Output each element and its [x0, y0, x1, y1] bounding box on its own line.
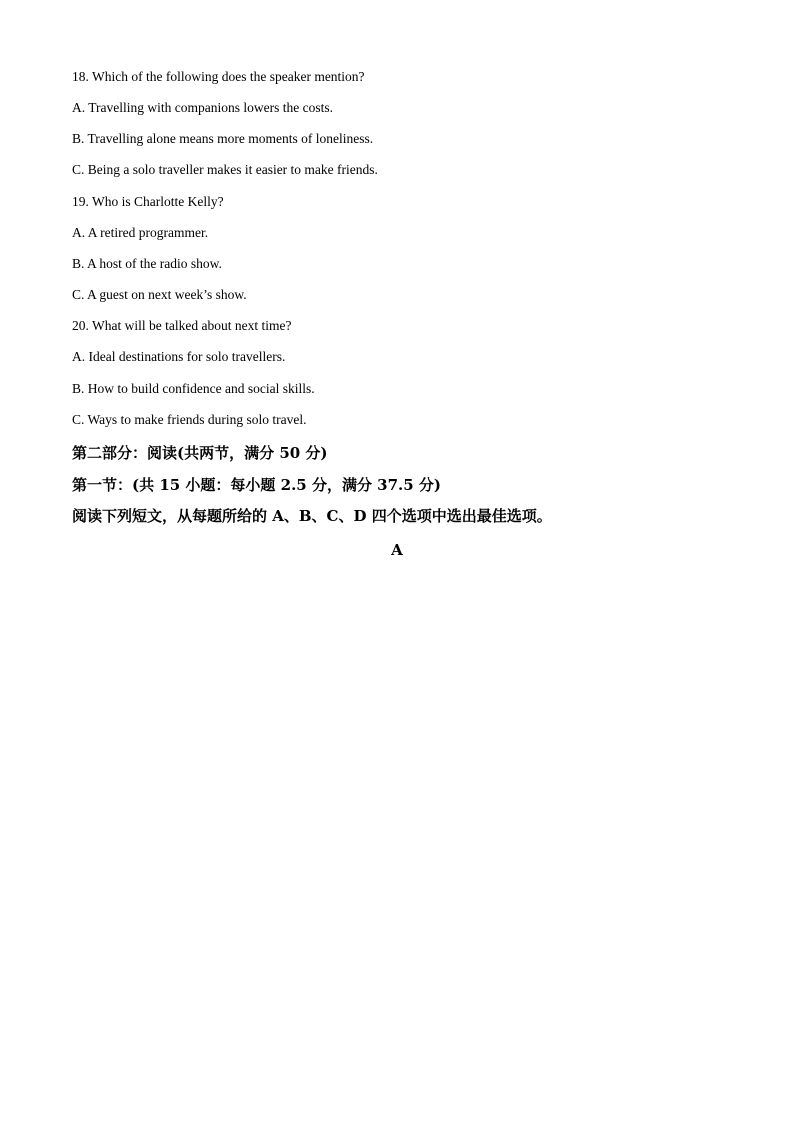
question-18-stem: 18. Which of the following does the speaker mention?	[72, 69, 365, 84]
reading-instruction: 阅读下列短文，从每题所给的 A、B、C、D 四个选项中选出最佳选项。	[72, 507, 552, 525]
question-19-option-a: A. A retired programmer.	[72, 225, 209, 240]
passage-label: A	[391, 541, 403, 559]
question-20-option-c: C. Ways to make friends during solo travel.	[72, 412, 307, 427]
section-one-heading: 第一节：(共 15 小题：每小题 2.5 分，满分 37.5 分)	[72, 476, 442, 494]
question-18-option-a: A. Travelling with companions lowers the costs.	[72, 100, 333, 115]
question-20-stem: 20. What will be talked about next time?	[72, 318, 292, 333]
question-18-option-b: B. Travelling alone means more moments of loneliness.	[72, 131, 374, 146]
question-18-option-c: C. Being a solo traveller makes it easier to make friends.	[72, 162, 378, 177]
question-19-stem: 19. Who is Charlotte Kelly?	[72, 194, 224, 209]
question-19-option-b: B. A host of the radio show.	[72, 256, 222, 271]
question-20-option-b: B. How to build confidence and social skills.	[72, 381, 315, 396]
question-19-option-c: C. A guest on next week’s show.	[72, 287, 247, 302]
question-20-option-a: A. Ideal destinations for solo travellers.	[72, 349, 286, 364]
part-two-heading: 第二部分：阅读(共两节，满分 50 分)	[72, 444, 328, 462]
